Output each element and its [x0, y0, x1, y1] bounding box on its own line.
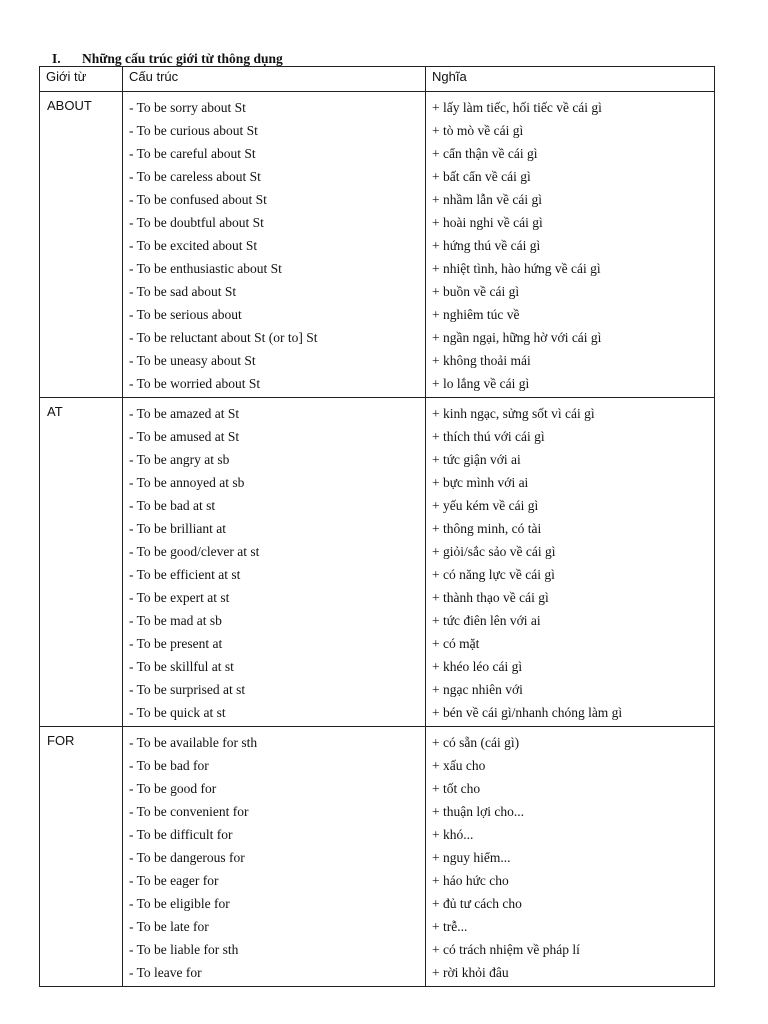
structure-item: - To be eligible for [129, 896, 230, 911]
structure-item: - To be eager for [129, 873, 219, 888]
meaning-item: + tức giận với ai [432, 452, 521, 467]
meaning-item: + thuận lợi cho... [432, 804, 524, 819]
structure-item: - To be doubtful about St [129, 215, 264, 230]
structure-cell [123, 398, 426, 727]
meaning-item: + bực mình với ai [432, 475, 529, 490]
structure-item: - To be skillful at st [129, 659, 234, 674]
meaning-item: + háo hức cho [432, 873, 509, 888]
meaning-item: + nghiêm túc về [432, 307, 520, 322]
meaning-item: + xấu cho [432, 758, 486, 773]
structure-item: - To be quick at st [129, 705, 226, 720]
structure-item: - To be available for sth [129, 735, 258, 750]
structure-item: - To be present at [129, 636, 223, 651]
structure-item: - To be curious about St [129, 123, 258, 138]
preposition-cell: ABOUT [40, 92, 123, 398]
structure-item: - To be brilliant at [129, 521, 227, 536]
meaning-item: + giỏi/sắc sảo về cái gì [432, 544, 556, 559]
meaning-item: + không thoải mái [432, 353, 531, 368]
meaning-item: + tốt cho [432, 781, 481, 796]
structure-item: - To be good/clever at st [129, 544, 260, 559]
meaning-item: + khéo léo cái gì [432, 659, 523, 674]
section-heading [52, 51, 283, 67]
structure-item: - To be good for [129, 781, 217, 796]
structure-cell [123, 92, 426, 398]
structure-item: - To be sorry about St [129, 100, 246, 115]
meaning-item: + tức điên lên với ai [432, 613, 541, 628]
structure-item: - To be mad at sb [129, 613, 222, 628]
structure-item: - To be expert at st [129, 590, 230, 605]
structure-item: - To be difficult for [129, 827, 233, 842]
meaning-cell [426, 727, 715, 987]
structure-cell [123, 727, 426, 987]
meaning-item: + rời khỏi đâu [432, 965, 509, 980]
meaning-cell [426, 92, 715, 398]
meaning-item: + thông minh, có tài [432, 521, 542, 536]
meaning-item: + kinh ngạc, sửng sốt vì cái gì [432, 406, 595, 421]
preposition-table [39, 66, 715, 987]
structure-item: - To be amazed at St [129, 406, 240, 421]
table-group-row [40, 727, 715, 987]
meaning-item: + khó... [432, 827, 474, 842]
structure-item: - To be sad about St [129, 284, 237, 299]
structure-item: - To be dangerous for [129, 850, 245, 865]
meaning-item: + bất cẩn về cái gì [432, 169, 531, 184]
meaning-item: + ngần ngại, hững hờ với cái gì [432, 330, 602, 345]
meaning-item: + hứng thú về cái gì [432, 238, 541, 253]
meaning-item: + ngạc nhiên với [432, 682, 523, 697]
meaning-item: + thích thú với cái gì [432, 429, 545, 444]
structure-item: - To be late for [129, 919, 209, 934]
structure-item: - To be serious about [129, 307, 242, 322]
meaning-item: + nhiệt tình, hào hứng về cái gì [432, 261, 601, 276]
meaning-item: + hoài nghi về cái gì [432, 215, 543, 230]
column-header-structure: Cấu trúc [123, 67, 426, 92]
meaning-cell [426, 398, 715, 727]
structure-item: - To be bad at st [129, 498, 216, 513]
structure-item: - To be careless about St [129, 169, 261, 184]
meaning-item: + yếu kém về cái gì [432, 498, 539, 513]
preposition-cell: AT [40, 398, 123, 727]
structure-item: - To be uneasy about St [129, 353, 256, 368]
section-number: I. [52, 51, 61, 66]
table-header-row [40, 67, 715, 92]
meaning-item: + có năng lực về cái gì [432, 567, 555, 582]
meaning-item: + thành thạo về cái gì [432, 590, 549, 605]
meaning-item: + nhầm lẫn về cái gì [432, 192, 542, 207]
column-header-meaning: Nghĩa [426, 67, 715, 92]
section-title: Những cấu trúc giới từ thông dụng [82, 51, 283, 66]
structure-item: - To be confused about St [129, 192, 267, 207]
preposition-cell: FOR [40, 727, 123, 987]
meaning-item: + tò mò về cái gì [432, 123, 524, 138]
structure-item: - To be bad for [129, 758, 209, 773]
meaning-item: + buồn về cái gì [432, 284, 520, 299]
structure-item: - To be worried about St [129, 376, 261, 391]
meaning-item: + lo lắng về cái gì [432, 376, 530, 391]
structure-item: - To be annoyed at sb [129, 475, 245, 490]
meaning-item: + bén về cái gì/nhanh chóng làm gì [432, 705, 623, 720]
meaning-item: + đủ tư cách cho [432, 896, 522, 911]
table-group-row [40, 398, 715, 727]
structure-item: - To be surprised at st [129, 682, 246, 697]
meaning-item: + có trách nhiệm về pháp lí [432, 942, 580, 957]
structure-item: - To be angry at sb [129, 452, 230, 467]
table-group-row [40, 92, 715, 398]
column-header-preposition: Giới từ [40, 67, 123, 92]
structure-item: - To be enthusiastic about St [129, 261, 282, 276]
structure-item: - To leave for [129, 965, 202, 980]
structure-item: - To be excited about St [129, 238, 258, 253]
meaning-item: + có mặt [432, 636, 480, 651]
structure-item: - To be convenient for [129, 804, 249, 819]
meaning-item: + cẩn thận về cái gì [432, 146, 538, 161]
structure-item: - To be amused at St [129, 429, 240, 444]
meaning-item: + trễ... [432, 919, 468, 934]
structure-item: - To be careful about St [129, 146, 256, 161]
structure-item: - To be liable for sth [129, 942, 239, 957]
structure-item: - To be efficient at st [129, 567, 241, 582]
meaning-item: + nguy hiểm... [432, 850, 511, 865]
meaning-item: + lấy làm tiếc, hối tiếc về cái gì [432, 100, 602, 115]
structure-item: - To be reluctant about St (or to] St [129, 330, 318, 345]
meaning-item: + có sẵn (cái gì) [432, 735, 520, 750]
